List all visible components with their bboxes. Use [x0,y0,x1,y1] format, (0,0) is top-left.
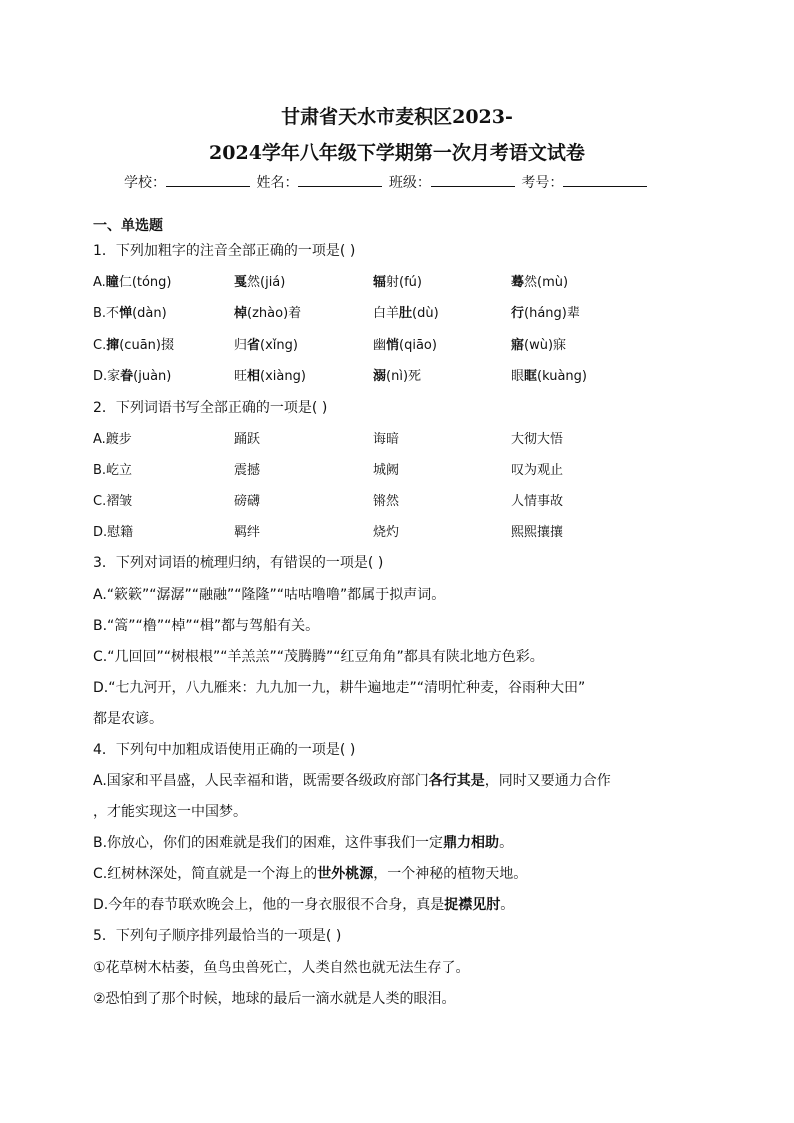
q1c-c1b: 撺 [106,338,120,353]
section-heading: 一、单选题 [93,218,163,234]
school-label: 学校： [124,175,166,191]
q4c-text1: C.红树林深处，简直就是一个海上的 [93,866,318,882]
q1b-c3b: 肚 [399,306,413,321]
q1c-c3a: 幽 [373,338,387,353]
q4a-text1: A.国家和平昌盛，人民幸福和谐，既需要各级政府部门 [93,773,429,789]
class-blank[interactable] [431,174,515,187]
page-title-line1: 甘肃省天水市麦积区2023- [281,106,513,128]
q4-option-d [93,894,514,914]
q1b-c2b: 棹 [234,306,248,321]
q2a-2: 踊跃 [234,432,261,447]
q3-option-c: C.“几回回”“树根根”“羊羔羔”“茂腾腾”“红豆角角”都具有陕北地方色彩。 [93,649,544,665]
class-label: 班级： [388,175,431,191]
q1c-c3b: 悄 [386,338,400,353]
q4d-text2: 。 [500,897,515,913]
q4d-text1: D.今年的春节联欢晚会上，他的一身衣服很不合身，真是 [93,897,445,913]
q4c-idiom: 世外桃源 [317,866,374,882]
student-info-line [124,172,649,192]
q1c-c4c: (wù)寐 [524,338,567,353]
exam-no-blank[interactable] [563,174,647,187]
q3-option-d-line1: D.“七九河开，八九雁来：九九加一九，耕牛遍地走”“清明忙种麦，谷雨种大田” [93,680,586,696]
q1a-c1b: 瞳 [105,275,119,290]
q1b-c1a: B.不 [93,306,120,321]
q1a-c3b: 辐 [373,275,387,290]
q2-stem: 2．下列词语书写全部正确的一项是( ) [93,400,328,416]
q1a-c2b: 戛 [234,275,248,290]
q2b-3: 城阙 [373,463,400,478]
q1a-c1a: A. [93,275,106,290]
q1b-c1c: (dàn) [132,306,167,321]
q1-stem: 1．下列加粗字的注音全部正确的一项是( ) [93,243,356,259]
q1d-c2a: 旺 [234,369,248,384]
q1c-c1c: (cuān)掇 [119,338,174,353]
q1d-c1b: 眷 [120,369,134,384]
q1b-c3c: (dù) [412,306,439,321]
q2b-4: 叹为观止 [511,463,564,478]
q1c-c3c: (qiāo) [399,338,437,353]
q1a-c4b: 蓦 [511,275,525,290]
q4c-text2: ，一个神秘的植物天地。 [373,866,528,882]
q1c-c2b: 省 [247,338,261,353]
q1b-c2c: (zhào)着 [247,306,302,321]
q1a-c2c: 然(jiá) [247,275,286,290]
q1d-c4c: (kuàng) [537,369,587,384]
name-label: 姓名： [256,175,299,191]
school-blank[interactable] [166,174,250,187]
q1c-c2a: 归 [234,338,248,353]
q4a-idiom: 各行其是 [428,773,485,789]
q4a-text2: ，同时又要通力合作 [484,773,611,789]
q4-option-a-line2: ，才能实现这一中国梦。 [93,804,247,820]
q1b-c4b: 行 [511,306,525,321]
q1b-c1b: 惮 [119,306,133,321]
page-title-line2: 2024学年八年级下学期第一次月考语文试卷 [209,142,585,164]
q1d-c4b: 眶 [524,369,538,384]
q1d-c1c: (juàn) [133,369,172,384]
name-blank[interactable] [298,174,382,187]
q1d-c3b: 溺 [373,369,387,384]
q3-option-a: A.“簌簌”“潺潺”“融融”“隆隆”“咕咕噜噜”都属于拟声词。 [93,587,446,603]
q1b-c3a: 白羊 [373,306,400,321]
q4b-text2: 。 [499,835,514,851]
q4d-idiom: 捉襟见肘 [444,897,501,913]
q1d-c4a: 眼 [511,369,525,384]
q2b-2: 震撼 [234,463,261,478]
q2d-4: 熙熙攘攘 [511,525,564,540]
q2c-1: C.褶皱 [93,494,133,509]
q4-option-c [93,863,527,883]
q2c-4: 人情事故 [511,494,564,509]
q2d-3: 烧灼 [373,525,400,540]
q2d-2: 羁绊 [234,525,261,540]
q2a-1: A.踱步 [93,432,132,447]
q2a-3: 诲暗 [373,432,400,447]
q2d-1: D.慰籍 [93,525,134,540]
q3-option-b: B.“篙”“橹”“棹”“楫”都与驾船有关。 [93,618,320,634]
q1c-c4b: 寤 [511,338,525,353]
q5-stem: 5．下列句子顺序排列最恰当的一项是( ) [93,928,342,944]
q4-option-b [93,832,513,852]
q4-stem: 4．下列句中加粗成语使用正确的一项是( ) [93,742,356,758]
q1b-c4c: (háng)辈 [524,306,580,321]
q1a-c1c: 仁(tóng) [118,275,172,290]
q5-sentence-2: ②恐怕到了那个时候，地球的最后一滴水就是人类的眼泪。 [93,991,456,1007]
q1c-c1a: C. [93,338,107,353]
q4b-idiom: 鼎力相助 [443,835,500,851]
q1d-c1a: D.家 [93,369,121,384]
q1a-c3c: 射(fú) [386,275,422,290]
q4-option-a-line1 [93,770,611,790]
q1d-c3c: (nì)死 [386,369,422,384]
q5-sentence-1: ①花草树木枯萎，鱼鸟虫兽死亡，人类自然也就无法生存了。 [93,960,470,976]
q2c-2: 磅礴 [234,494,261,509]
q1d-c2c: (xiàng) [260,369,306,384]
q2c-3: 锵然 [373,494,400,509]
q3-stem: 3．下列对词语的梳理归纳，有错误的一项是( ) [93,555,384,571]
q3-option-d-line2: 都是农谚。 [93,711,163,727]
q2b-1: B.屹立 [93,463,133,478]
q4b-text1: B.你放心，你们的困难就是我们的困难，这件事我们一定 [93,835,444,851]
exam-no-label: 考号： [521,175,564,191]
q1a-c4c: 然(mù) [524,275,569,290]
q2a-4: 大彻大悟 [511,432,564,447]
q1d-c2b: 相 [247,369,261,384]
q1c-c2c: (xǐng) [260,338,298,353]
